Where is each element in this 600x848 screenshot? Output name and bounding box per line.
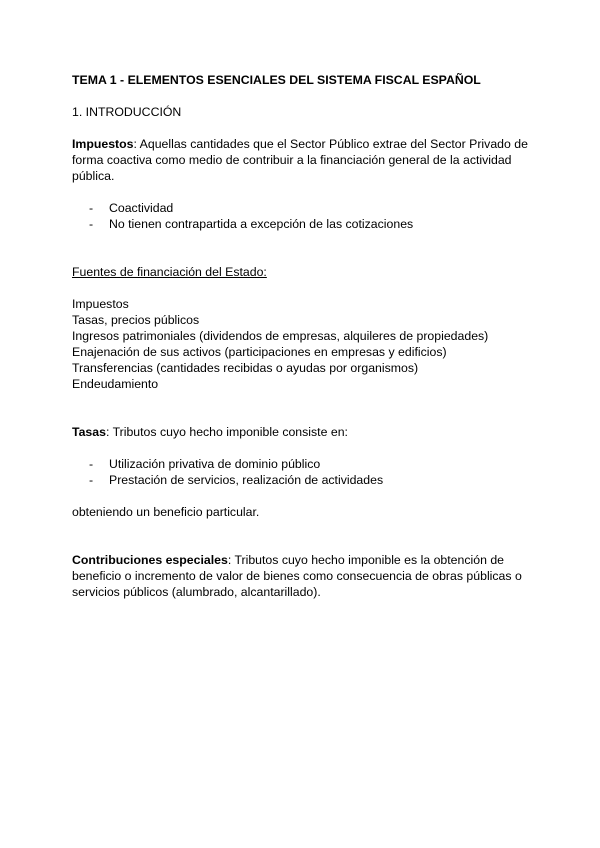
list-item: Tasas, precios públicos [72,313,200,327]
tasas-definition: : Tributos cuyo hecho imponible consiste en: [105,425,348,439]
list-item: Endeudamiento [72,377,159,391]
tasas-closing: obteniendo un beneficio particular. [72,505,260,519]
list-item: Enajenación de sus activos (participaciones en empresas y edificios) [72,345,447,359]
contribuciones-paragraph [72,552,528,600]
bullet-dash: - [89,457,94,471]
fuentes-heading: Fuentes de financiación del Estado: [72,265,267,279]
bullet-dash: - [89,473,94,487]
list-item: - Prestación de servicios, realización de actividades [89,473,384,487]
tasas-term: Tasas [72,425,106,439]
list-item: - Utilización privativa de dominio público [89,457,321,471]
document-title: TEMA 1 - ELEMENTOS ESENCIALES DEL SISTEMA FISCAL ESPAÑOL [72,73,481,87]
impuestos-definition: : Aquellas cantidades que el Sector Público extrae del Sector Privado de forma coactiva como medio de contribuir a la financiación general de la actividad pública. [72,137,528,183]
bullet-dash: - [89,201,94,215]
tasas-bullet-list [72,456,528,488]
impuestos-term: Impuestos [72,137,134,151]
contribuciones-definition: : Tributos cuyo hecho imponible es la obtención de beneficio o incremento de valor de bienes como consecuencia de obras públicas o servicios públicos (alumbrado, alcantarillado). [72,553,522,599]
list-item: Transferencias (cantidades recibidas o ayudas por organismos) [72,361,419,375]
list-item: Impuestos [72,297,129,311]
fuentes-list [72,296,528,392]
list-item: - No tienen contrapartida a excepción de las cotizaciones [89,217,414,231]
impuestos-paragraph [72,136,528,184]
bullet-dash: - [89,217,94,231]
contribuciones-term: Contribuciones especiales [72,553,228,567]
list-item: Ingresos patrimoniales (dividendos de empresas, alquileres de propiedades) [72,329,489,343]
section-heading: 1. INTRODUCCIÓN [72,105,182,119]
tasas-paragraph [72,424,528,440]
list-item: - Coactividad [89,201,174,215]
document-page [72,72,528,600]
impuestos-bullet-list [72,200,528,232]
